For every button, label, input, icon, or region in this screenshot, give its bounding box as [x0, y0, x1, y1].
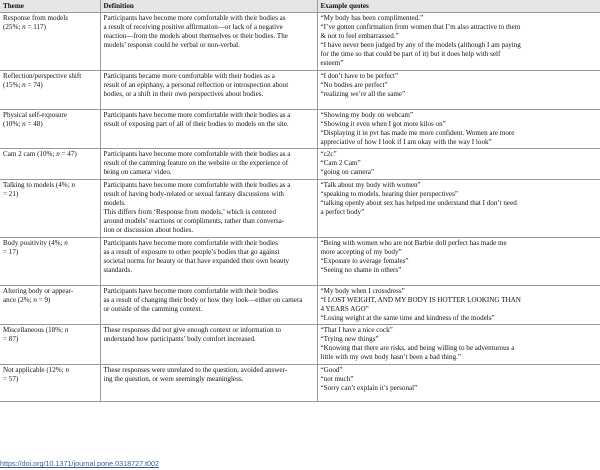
quotes-cell — [317, 149, 600, 180]
theme-cell — [0, 325, 100, 365]
quotes-cell — [317, 110, 600, 149]
definition-cell — [100, 110, 317, 149]
definition-line: Participants have become more comfortable with their bodies — [103, 287, 278, 295]
quote-line: “not much” — [320, 374, 354, 383]
quotes-cell — [317, 365, 600, 402]
quote-line: “My body has been complimented.” — [320, 14, 424, 22]
quote-line: “No bodies are perfect” — [320, 80, 388, 89]
definition-line: result of having body-related or sexual fantasy discussions with — [103, 189, 284, 198]
definition-line: result of an epiphany, a personal reflection or introspection about — [103, 80, 289, 89]
definition-line: Participants have become more comfortable with their bodies as a — [103, 150, 291, 158]
quote-line: “Knowing that there are risks, and being willing to be adventurous a — [320, 343, 515, 352]
theme-line: = 21) — [3, 189, 19, 198]
quote-line: “Exposure to average females” — [320, 256, 409, 265]
quote-line: “My body when I crossdress” — [320, 287, 405, 295]
table-row — [0, 325, 600, 365]
theme-cell — [0, 286, 100, 325]
header-example-quotes: Example quotes — [317, 0, 600, 13]
theme-cell — [0, 180, 100, 238]
quote-line: more accepting of my body” — [320, 247, 402, 256]
definition-line: Participants became more comfortable with their bodies as a — [103, 72, 275, 80]
definition-line: around models’ reactions or compliments, rather than conversa- — [103, 216, 285, 225]
theme-line: Response from models — [3, 14, 69, 22]
theme-line: ance (2%; n = 9) — [3, 295, 51, 304]
table-row — [0, 71, 600, 110]
quote-line: “That I have a nice cock” — [320, 326, 393, 334]
quotes-cell — [317, 238, 600, 286]
definition-line: These responses did not give enough context or information to — [103, 326, 282, 334]
theme-line: = 87) — [3, 334, 19, 343]
theme-line: Body positivity (4%; n — [3, 239, 68, 247]
definition-line: standards. — [103, 265, 133, 274]
quote-line: 4 YEARS AGO” — [320, 304, 369, 313]
table-row — [0, 238, 600, 286]
header-definition: Definition — [100, 0, 317, 13]
theme-cell — [0, 149, 100, 180]
quote-line: “Showing my body on webcam” — [320, 111, 414, 119]
table-row — [0, 110, 600, 149]
definition-line: These responses were unrelated to the question, avoided answer- — [103, 366, 288, 374]
theme-line: (15%; n = 74) — [3, 80, 43, 89]
table-row — [0, 13, 600, 71]
quote-line: & not to feel embarrassed.” — [320, 31, 399, 40]
definition-cell — [100, 325, 317, 365]
theme-line: Physical self-exposure — [3, 111, 68, 119]
quote-line: “going on camera” — [320, 167, 375, 176]
table-row — [0, 180, 600, 238]
header-theme: Theme — [0, 0, 100, 13]
theme-line: Not applicable (12%; n — [3, 366, 69, 374]
theme-cell — [0, 110, 100, 149]
theme-cell — [0, 238, 100, 286]
definition-line: result of exposing part of all of their bodies to models on the site. — [103, 119, 289, 128]
theme-line: Talking to models (4%; n — [3, 181, 76, 189]
definition-line: reaction—from the models about themselves or their bodies. The — [103, 31, 288, 40]
definition-line: models’ response could be verbal or non-verbal. — [103, 40, 240, 49]
quote-line: “I’ve gotten confirmation from women that I’m also attractive to them — [320, 22, 521, 31]
quote-line: “Cam 2 Cam” — [320, 158, 361, 167]
quote-line: “c2c” — [320, 150, 337, 158]
quote-line: “Displaying it in pvt has made me more confident. Women are more — [320, 128, 515, 137]
theme-line: Cam 2 cam (10%; n = 47) — [3, 150, 77, 158]
definition-line: as a result of exposure to other people’s bodies that go against — [103, 247, 280, 256]
definition-cell — [100, 238, 317, 286]
quote-line: a perfect body” — [320, 207, 365, 216]
definition-line: Participants have become more comfortable with their bodies as a — [103, 111, 291, 119]
theme-line: (10%; n = 48) — [3, 119, 43, 128]
quote-line: “Showing it even when I got more kilos on” — [320, 119, 446, 128]
quote-line: “I have never been judged by any of the models (although I am paying — [320, 40, 521, 49]
quote-line: “Sorry can’t explain it’s personal” — [320, 383, 418, 392]
table-row — [0, 286, 600, 325]
quote-line: “Good” — [320, 366, 343, 374]
quote-line: little with my own body hasn’t been a bad thing.” — [320, 352, 462, 361]
table-row — [0, 149, 600, 180]
definition-line: Participants have become more comfortable with their bodies as — [103, 14, 286, 22]
quote-line: “Talk about my body with women” — [320, 181, 421, 189]
definition-cell — [100, 13, 317, 71]
theme-cell — [0, 365, 100, 402]
doi-link[interactable]: https://doi.org/10.1371/journal.pone.0318727.t002 — [0, 459, 160, 468]
quotes-cell — [317, 71, 600, 110]
quotes-cell — [317, 325, 600, 365]
quotes-cell — [317, 13, 600, 71]
definition-line: tion or discussion about bodies. — [103, 225, 194, 234]
theme-line: Miscellaneous (18%; n — [3, 326, 69, 334]
quote-line: “Trying new things” — [320, 334, 379, 343]
table-body — [0, 13, 600, 402]
quote-line: “I LOST WEIGHT, AND MY BODY IS HOTTER LOOKING THAN — [320, 295, 521, 304]
definition-cell — [100, 149, 317, 180]
quote-line: “talking openly about sex has helped me understand that I don’t need — [320, 198, 517, 207]
table-row — [0, 365, 600, 402]
quote-line: “realizing we’re all the same” — [320, 89, 406, 98]
theme-line: Altering body or appear- — [3, 287, 74, 295]
quote-line: “Losing weight at the same time and kindness of the models” — [320, 313, 495, 322]
theme-line: = 17) — [3, 247, 19, 256]
quote-line: “Seeing no shame in others” — [320, 265, 402, 274]
definition-cell — [100, 180, 317, 238]
quote-line: “Being with women who are not Barbie doll perfect has made me — [320, 239, 507, 247]
definition-line: models. — [103, 198, 126, 207]
quote-line: esteem” — [320, 58, 344, 67]
theme-line: (25%; n = 117) — [3, 22, 46, 31]
quote-line: appreciative of how I look if I am okay with the way I look” — [320, 137, 492, 146]
definition-line: Participants have become more comfortable with their bodies as a — [103, 181, 291, 189]
definition-line: Participants have become more comfortable with their bodies — [103, 239, 278, 247]
definition-cell — [100, 365, 317, 402]
theme-cell — [0, 13, 100, 71]
definition-cell — [100, 286, 317, 325]
theme-line: Reflection/perspective shift — [3, 72, 82, 80]
definition-line: result of the camming feature on the website or the experience of — [103, 158, 289, 167]
table-header-row — [0, 0, 600, 13]
quote-line: “I don’t have to be perfect” — [320, 72, 399, 80]
definition-line: or outside of the camming context. — [103, 304, 203, 313]
definition-line: ing the question, or were seemingly meaningless. — [103, 374, 244, 383]
definition-line: societal norms for beauty or that have expanded their own beauty — [103, 256, 290, 265]
definition-line: a result of receiving positive affirmation—or lack of a negative — [103, 22, 283, 31]
definition-line: being on camera/ video. — [103, 167, 172, 176]
theme-cell — [0, 71, 100, 110]
quotes-cell — [317, 180, 600, 238]
quote-line: for the time so that could be part of it) but it does help with self — [320, 49, 501, 58]
definition-cell — [100, 71, 317, 110]
quotes-cell — [317, 286, 600, 325]
definition-line: understand how participants’ body comfort increased. — [103, 334, 256, 343]
definition-line: as a result of changing their body or how they look—either on camera — [103, 295, 303, 304]
definition-line: bodies, or a shift in their own perspectives about bodies. — [103, 89, 264, 98]
theme-line: = 57) — [3, 374, 19, 383]
quote-line: “speaking to models, hearing thier perspectives” — [320, 189, 458, 198]
definition-line: This differs from ‘Response from models,’ which is centered — [103, 207, 277, 216]
